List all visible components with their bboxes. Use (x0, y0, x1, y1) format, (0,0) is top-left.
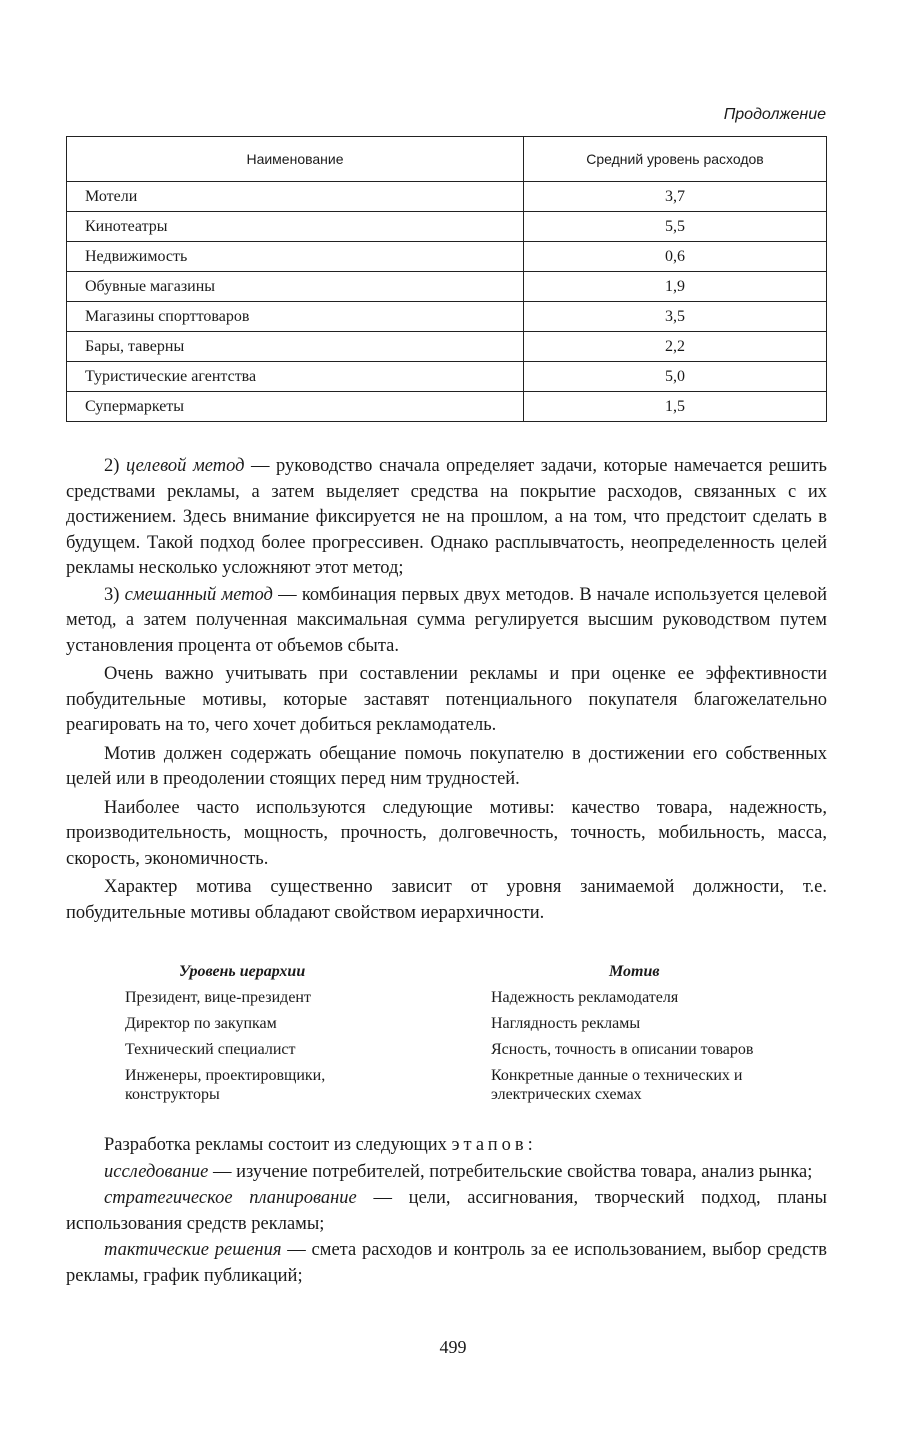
expenses-table (66, 136, 827, 422)
table-row (67, 242, 827, 272)
term-research: исследование (104, 1161, 209, 1182)
stages-intro (66, 1133, 827, 1159)
row-name: Бары, таверны (67, 332, 524, 362)
motive-cell: Ясность, точность в описании товаров (491, 1041, 754, 1058)
table-row (67, 272, 827, 302)
row-name: Обувные магазины (67, 272, 524, 302)
row-name: Супермаркеты (67, 392, 524, 422)
paragraph: Мотив должен содержать обещание помочь покупателю в достижении его собственных целей или в преодолении стоящих перед ним трудностей. (66, 743, 827, 789)
row-value: 2,2 (524, 332, 827, 362)
hierarchy-row (125, 1014, 805, 1033)
table-row (67, 332, 827, 362)
table-row (67, 212, 827, 242)
paragraph: Характер мотива существенно зависит от уровня занимаемой должности, т.е. побудительные мотивы обладают свойством иерархичности. (66, 877, 827, 923)
stage-item (66, 1160, 827, 1186)
header-level: Средний уровень расходов (524, 137, 827, 182)
motive-cell: Наглядность рекламы (491, 1015, 641, 1032)
motive-cell: Конкретные данные о технических и электрических схемах (491, 1067, 743, 1103)
paragraph: Очень важно учитывать при составлении рекламы и при оценке ее эффективности побудительные мотивы, которые заставят потенциального покупателя благожелательно реагировать на то, чего хочет добиться рекламодатель. (66, 664, 827, 735)
hierarchy-row (125, 1040, 805, 1059)
hierarchy-row (125, 1066, 805, 1104)
list-number: 3) (104, 584, 125, 605)
stages-intro-text: Разработка рекламы состоит из следующих (104, 1135, 452, 1155)
stages-intro-spaced: этапов: (451, 1135, 537, 1155)
row-value: 5,0 (524, 362, 827, 392)
paragraph: Наиболее часто используются следующие мотивы: качество товара, надежность, производительность, мощность, прочность, долговечность, точность, мобильность, масса, скорость, экономичность. (66, 797, 827, 869)
paragraph-text: — комбинация первых двух методов. В начале используется целевой метод, а затем полученная максимальная сумма регулируется высшим руководством путем установления процента от объемов сбыта. (66, 584, 827, 656)
paragraph-target-method (66, 454, 827, 582)
level-cell: Президент, вице-президент (125, 989, 311, 1006)
table-header-row (67, 137, 827, 182)
row-value: 0,6 (524, 242, 827, 272)
term-mixed-method: смешанный метод (124, 584, 273, 605)
stage-text: — изучение потребителей, потребительские свойства товара, анализ рынка; (208, 1161, 813, 1182)
row-name: Магазины спорттоваров (67, 302, 524, 332)
level-cell: Технический специалист (125, 1041, 296, 1058)
header-name: Наименование (67, 137, 524, 182)
row-value: 1,5 (524, 392, 827, 422)
stage-item (66, 1238, 827, 1289)
stage-text: — цели, ассигнования, творческий подход, планы использования средств рекламы; (66, 1188, 827, 1234)
page-number: 499 (439, 1337, 467, 1357)
table-row (67, 302, 827, 332)
row-name: Мотели (67, 182, 524, 212)
table-row (67, 362, 827, 392)
paragraph-text: — руководство сначала определяет задачи, которые намечается решить средствами рекламы, а затем выделяет средства на покрытие расходов, связанных с их достижением. Здесь внимание фиксируется не на прошлом, а на том, что предстоит сделать в будущем. Такой подход более прогрессивен. Однако расплывчатость, неопределенность целей рекламы несколько усложняют этот метод; (66, 456, 827, 578)
stages-section (66, 1133, 827, 1290)
list-number: 2) (104, 456, 126, 476)
header-motive: Мотив (609, 963, 660, 980)
table-row (67, 392, 827, 422)
continuation-label: Продолжение (723, 106, 826, 123)
stage-text: — смета расходов и контроль за ее использованием, выбор средств рекламы, график публикаций; (66, 1240, 827, 1286)
motive-cell: Надежность рекламодателя (491, 989, 679, 1006)
term-tactical-decisions: тактические решения (104, 1240, 282, 1260)
paragraph-mixed-method (66, 583, 827, 660)
row-value: 1,9 (524, 272, 827, 302)
row-name: Кинотеатры (67, 212, 524, 242)
row-value: 5,5 (524, 212, 827, 242)
row-name: Туристические агентства (67, 362, 524, 392)
hierarchy-row (125, 988, 805, 1007)
level-cell: Инженеры, проектировщики, конструкторы (125, 1067, 326, 1103)
term-target-method: целевой метод (125, 456, 245, 476)
body-text (66, 454, 827, 926)
hierarchy-table (125, 962, 805, 1111)
row-value: 3,7 (524, 182, 827, 212)
table-row (67, 182, 827, 212)
stage-item (66, 1186, 827, 1237)
row-value: 3,5 (524, 302, 827, 332)
hierarchy-header (125, 962, 805, 981)
header-level: Уровень иерархии (179, 963, 306, 980)
term-strategic-planning: стратегическое планирование (104, 1188, 357, 1208)
row-name: Недвижимость (67, 242, 524, 272)
level-cell: Директор по закупкам (125, 1015, 277, 1032)
